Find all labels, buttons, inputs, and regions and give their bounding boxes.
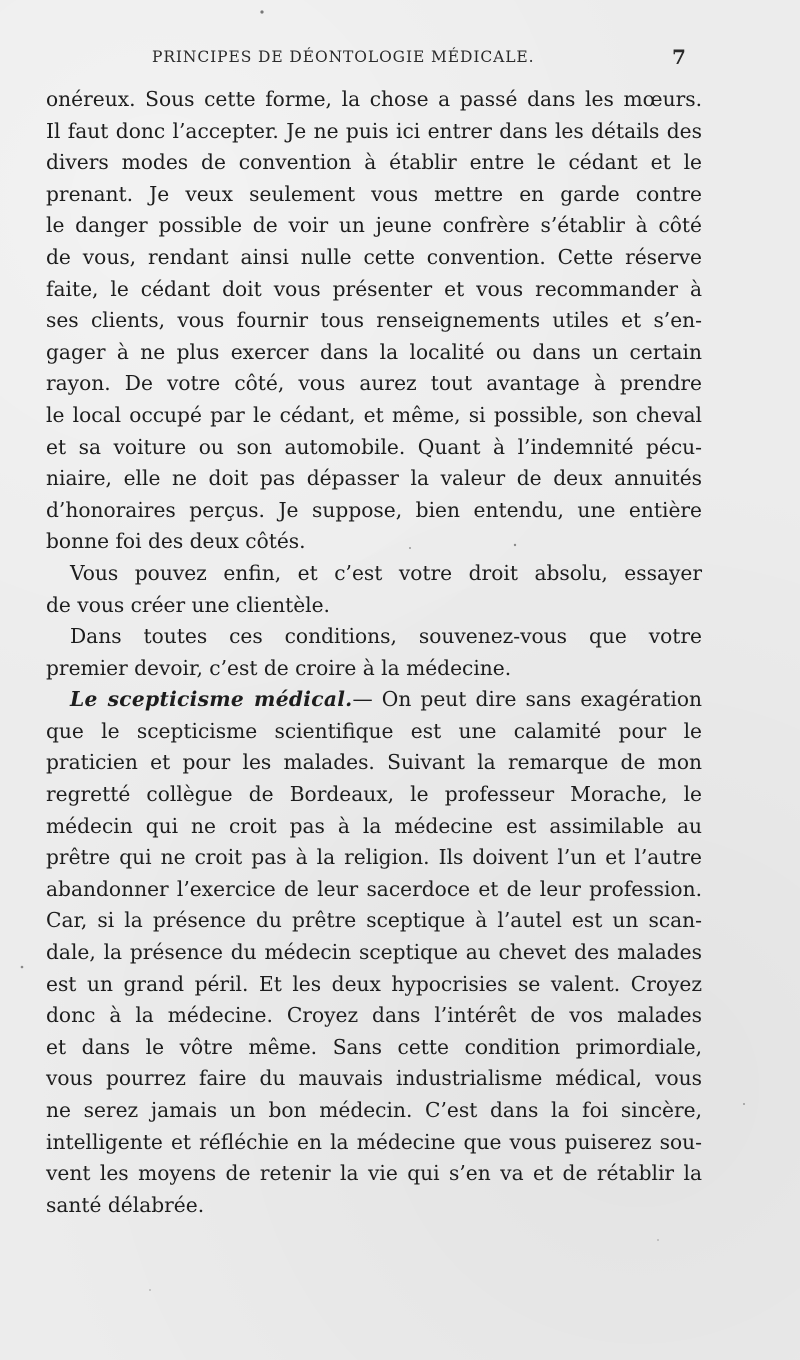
page-number: 7 [672,45,686,69]
text-line: onéreux. Sous cette forme, la chose a passé dans les mœurs. [46,87,702,111]
text-line: le local occupé par le cédant, et même, si possible, son cheval [46,402,702,427]
text-line: abandonner l’exercice de leur sacerdoce et de leur profession. [46,876,702,901]
section-heading: Le scepticisme médical. [70,687,353,712]
text-line: de vous créer une clientèle. [46,592,330,617]
text-line: faite, le cédant doit vous présenter et vous recommander à [46,276,702,301]
text-line: vous pourrez faire du mauvais industrialisme médical, vous [46,1066,702,1091]
text-line: est un grand péril. Et les deux hypocrisies se valent. Croyez [46,971,702,996]
text-line: — On peut dire sans exagération [352,687,702,712]
text-line: Il faut donc l’accepter. Je ne puis ici entrer dans les détails des [46,118,702,143]
text-line: le danger possible de voir un jeune confrère s’établir à côté [46,213,702,238]
text-line: regretté collègue de Bordeaux, le professeur Morache, le [46,782,702,807]
text-line: intelligente et réfléchie en la médecine que vous puiserez sou- [46,1129,702,1154]
text-line: médecin qui ne croit pas à la médecine est assimilable au [46,813,702,838]
section-heading-line [46,684,702,716]
text-line: que le scepticisme scientifique est une calamité pour le [46,718,702,743]
text-line: praticien et pour les malades. Suivant la remarque de mon [46,750,702,775]
text-line: prêtre qui ne croit pas à la religion. Ils doivent l’un et l’autre [46,845,702,870]
text-line: Dans toutes ces conditions, souvenez-vous que votre [70,624,702,649]
text-line: de vous, rendant ainsi nulle cette convention. Cette réserve [46,244,702,269]
text-line: et sa voiture ou son automobile. Quant à l’indemnité pécu- [46,434,702,459]
text-line: d’honoraires perçus. Je suppose, bien entendu, une entière [46,497,702,522]
text-line: prenant. Je veux seulement vous mettre en garde contre [46,181,702,206]
body-text [46,84,702,1221]
text-line: ses clients, vous fournir tous renseignements utiles et s’en- [46,308,702,333]
text-line: niaire, elle ne doit pas dépasser la valeur de deux annuités [46,466,702,491]
text-line: premier devoir, c’est de croire à la médecine. [46,655,512,680]
text-line: donc à la médecine. Croyez dans l’intérêt de vos malades [46,1003,702,1028]
text-line: dale, la présence du médecin sceptique au chevet des malades [46,940,702,965]
text-line: gager à ne plus exercer dans la localité ou dans un certain [46,339,702,364]
running-title: PRINCIPES DE DÉONTOLOGIE MÉDICALE. [152,48,535,66]
text-line: Car, si la présence du prêtre sceptique à l’autel est un scan- [46,908,702,933]
text-line: et dans le vôtre même. Sans cette condition primordiale, [46,1034,702,1059]
text-line: vent les moyens de retenir la vie qui s’en va et de rétablir la [46,1161,702,1186]
text-line: santé délabrée. [46,1192,205,1217]
text-line: divers modes de convention à établir entre le cédant et le [46,150,702,175]
text-line: rayon. De votre côté, vous aurez tout avantage à prendre [46,371,702,396]
text-line: bonne foi des deux côtés. [46,529,306,554]
running-head [0,45,800,74]
text-line: ne serez jamais un bon médecin. C’est dans la foi sincère, [46,1098,702,1122]
text-line: Vous pouvez enfin, et c’est votre droit absolu, essayer [70,560,702,585]
